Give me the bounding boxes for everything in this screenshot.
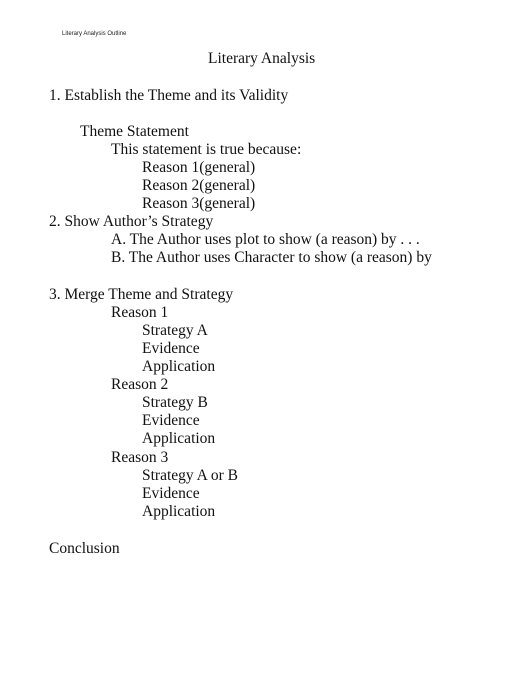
strategy-a-line: A. The Author uses plot to show (a reason) by . . . bbox=[111, 231, 420, 248]
reason-general-3: Reason 3(general) bbox=[142, 195, 256, 212]
merge-reason-1-strategy: Strategy A bbox=[142, 322, 208, 339]
merge-reason-3-evidence: Evidence bbox=[142, 485, 200, 502]
document-title: Literary Analysis bbox=[208, 50, 316, 67]
section2-heading: 2. Show Author’s Strategy bbox=[49, 213, 214, 230]
merge-reason-3-application: Application bbox=[142, 503, 216, 520]
conclusion: Conclusion bbox=[49, 540, 120, 557]
true-because: This statement is true because: bbox=[111, 141, 302, 158]
section3-heading: 3. Merge Theme and Strategy bbox=[49, 286, 234, 303]
merge-reason-2: Reason 2 bbox=[111, 376, 169, 393]
reason-general-1: Reason 1(general) bbox=[142, 159, 256, 176]
merge-reason-1-application: Application bbox=[142, 358, 216, 375]
reason-general-2: Reason 2(general) bbox=[142, 177, 256, 194]
theme-statement: Theme Statement bbox=[80, 123, 189, 140]
merge-reason-1: Reason 1 bbox=[111, 304, 169, 321]
merge-reason-2-evidence: Evidence bbox=[142, 412, 200, 429]
merge-reason-1-evidence: Evidence bbox=[142, 340, 200, 357]
header-note: Literary Analysis Outline bbox=[62, 31, 127, 37]
merge-reason-3-strategy: Strategy A or B bbox=[142, 467, 239, 484]
strategy-b-line: B. The Author uses Character to show (a reason) by bbox=[111, 249, 432, 266]
section1-heading: 1. Establish the Theme and its Validity bbox=[49, 87, 289, 104]
merge-reason-2-application: Application bbox=[142, 430, 216, 447]
merge-reason-3: Reason 3 bbox=[111, 449, 169, 466]
merge-reason-2-strategy: Strategy B bbox=[142, 394, 208, 411]
